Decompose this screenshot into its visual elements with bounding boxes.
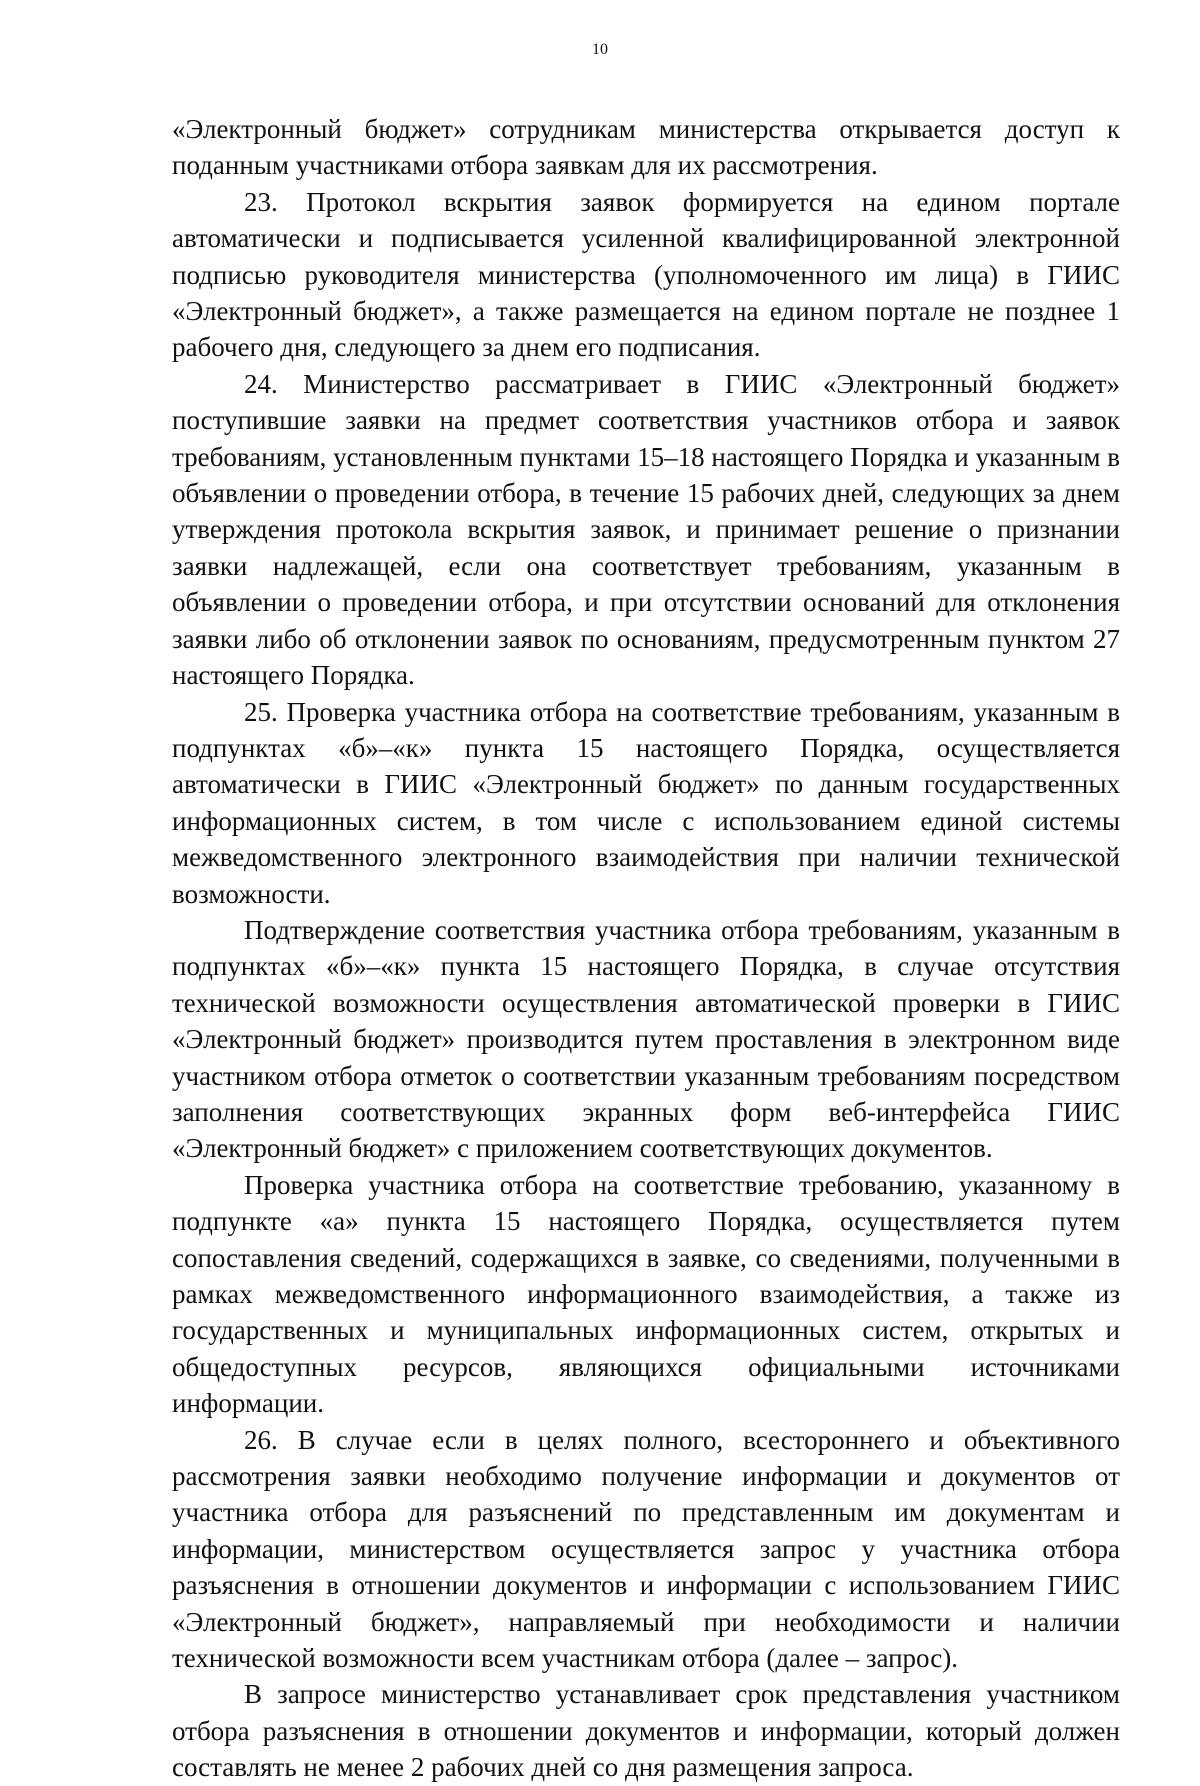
paragraph-continuation: «Электронный бюджет» сотрудникам министерства открывается доступ к поданным участниками отбора заявкам для их рассмотрения. [172, 114, 1120, 181]
paragraph-request-deadline: В запросе министерство устанавливает срок представления участником отбора разъяснения в отношении документов и информации, который должен составлять не менее 2 рабочих дней со дня размещения запроса. [172, 1679, 1120, 1783]
paragraph-item-23: 23. Протокол вскрытия заявок формируется на едином портале автоматически и подписывается усиленной квалифицированной электронной подписью руководителя министерства (уполномоченного им лица) в ГИИС «Электронный бюджет», а также размещается на едином портале не позднее 1 рабочего дня, следующего за днем его подписания. [172, 186, 1120, 363]
paragraph-confirmation: Подтверждение соответствия участника отбора требованиям, указанным в подпунктах «б»–«к» пункта 15 настоящего Порядка, в случае отсутствия технической возможности осуществления автоматической проверки в ГИИС «Электронный бюджет» производится путем проставления в электронном виде участником отбора отметок о соответствии указанным требованиям посредством заполнения соответствующих экранных форм веб-интерфейса ГИИС «Электронный бюджет» с приложением соответствующих документов. [172, 914, 1120, 1164]
paragraph-item-25: 25. Проверка участника отбора на соответствие требованиям, указанным в подпунктах «б»–«к» пункта 15 настоящего Порядка, осуществляется автоматически в ГИИС «Электронный бюджет» по данным государственных информационных систем, в том числе с использованием единой системы межведомственного электронного взаимодействия при наличии технической возможности. [172, 696, 1120, 909]
paragraph-item-24: 24. Министерство рассматривает в ГИИС «Электронный бюджет» поступившие заявки на предмет соответствия участников отбора и заявок требованиям, установленным пунктами 15–18 настоящего Порядка и указанным в объявлении о проведении отбора, в течение 15 рабочих дней, следующих за днем утверждения протокола вскрытия заявок, и принимает решение о признании заявки надлежащей, если она соответствует требованиям, указанным в объявлении о проведении отбора, и при отсутствии оснований для отклонения заявки либо об отклонении заявок по основаниям, предусмотренным пунктом 27 настоящего Порядка. [172, 368, 1120, 691]
document-body [172, 111, 1120, 1786]
paragraph-item-26: 26. В случае если в целях полного, всестороннего и объективного рассмотрения заявки необходимо получение информации и документов от участника отбора для разъяснений по представленным им документам и информации, министерством осуществляется запрос у участника отбора разъяснения в отношении документов и информации с использованием ГИИС «Электронный бюджет», направляемый при необходимости и наличии технической возможности всем участникам отбора (далее – запрос). [172, 1424, 1120, 1674]
page-number: 10 [592, 41, 608, 58]
paragraph-verification: Проверка участника отбора на соответствие требованию, указанному в подпункте «а» пункта 15 настоящего Порядка, осуществляется путем сопоставления сведений, содержащихся в заявке, со сведениями, полученными в рамках межведомственного информационного взаимодействия, а также из государственных и муниципальных информационных систем, открытых и общедоступных ресурсов, являющихся официальными источниками информации. [172, 1169, 1120, 1419]
